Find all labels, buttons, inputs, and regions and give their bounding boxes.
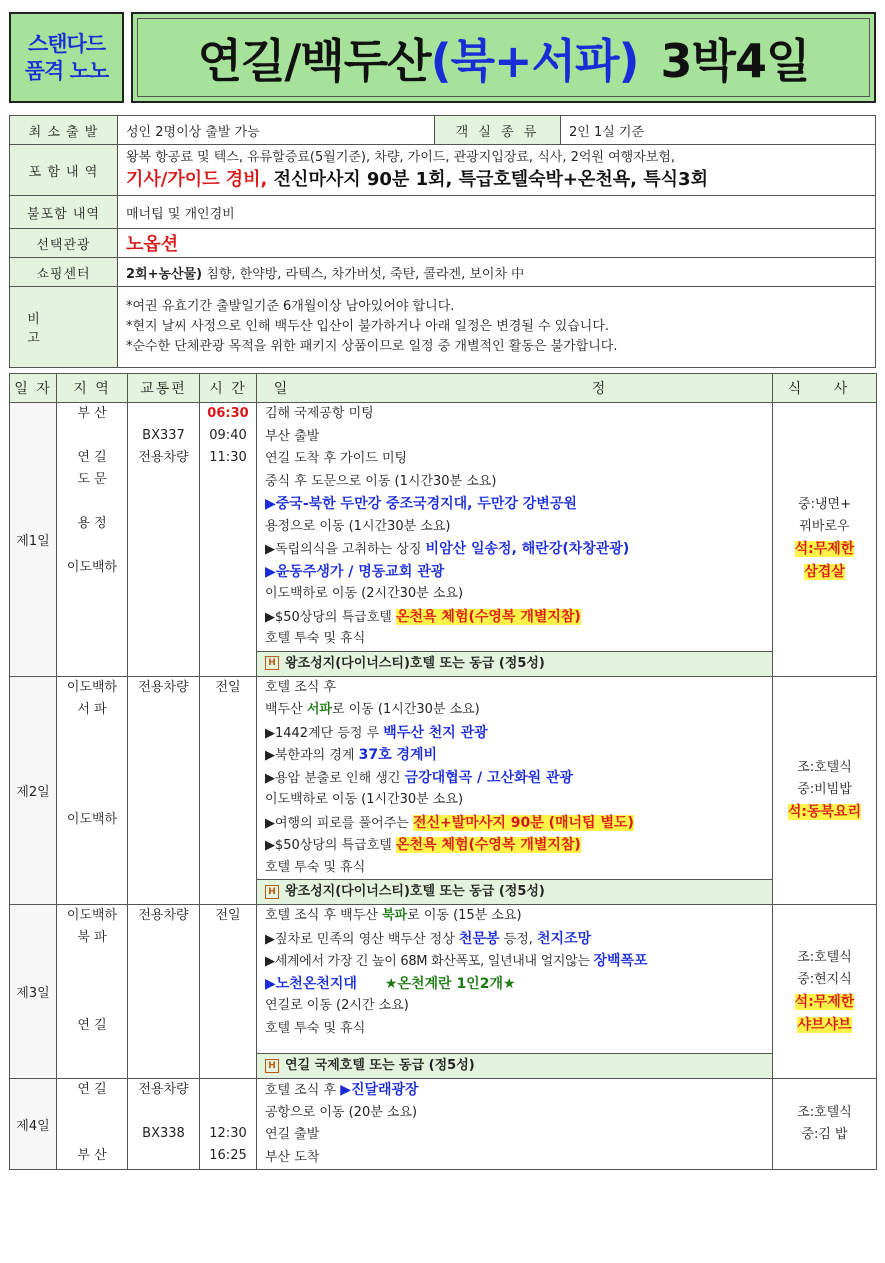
title-suffix: 3박4일 xyxy=(660,33,810,88)
day-times xyxy=(200,1079,257,1170)
region: 서 파 xyxy=(77,701,107,717)
included-label: 포 함 내 역 xyxy=(10,145,118,196)
day-label: 제4일 xyxy=(10,1079,57,1170)
region: 북 파 xyxy=(77,930,107,945)
meal-special: 석:무제한 xyxy=(794,993,855,1010)
day-transport xyxy=(128,676,200,905)
day-regions xyxy=(57,905,128,1079)
region: 이도백하 xyxy=(66,908,118,923)
meal-special: 석:동북요리 xyxy=(787,803,862,820)
schedule-text: ▶$50상당의 특급호텔 xyxy=(265,609,396,625)
schedule-highlight: 비암산 일송정, 해란강(차창관광) xyxy=(425,541,630,557)
schedule-highlight: 온천욕 체험(수영복 개별지참) xyxy=(395,837,581,853)
schedule-line: ▶윤동주생가 / 명동교회 관광 xyxy=(265,563,445,580)
day-schedule xyxy=(257,1079,773,1170)
schedule-highlight: ▶진달래광장 xyxy=(340,1082,419,1098)
schedule-highlight: ▶노천온천지대 xyxy=(265,975,357,992)
schedule-text: ▶여행의 피로를 풀어주는 xyxy=(265,815,413,831)
schedule-highlight: 북파 xyxy=(382,908,408,923)
schedule-line xyxy=(265,699,772,722)
schedule-text: ▶$50상당의 특급호텔 xyxy=(265,838,396,853)
region xyxy=(57,1123,127,1145)
schedule-line: 호텔 투숙 및 휴식 xyxy=(265,1020,366,1036)
room-type-value: 2인 1실 기준 xyxy=(561,116,876,145)
schedule-text: ▶세계에서 가장 긴 높이 68M 화산폭포, 일년내내 얼지않는 xyxy=(265,954,594,969)
badge-line2: 품격 노노 xyxy=(24,58,109,83)
region: 이도백하 xyxy=(66,811,118,827)
meal-line: 조:호텔식 xyxy=(797,1105,852,1120)
hotel-icon: H xyxy=(265,1059,279,1073)
day-regions xyxy=(57,1079,128,1170)
included-line2 xyxy=(126,169,867,193)
header-time: 시 간 xyxy=(200,374,257,403)
schedule-highlight: 전신+발마사지 90분 (매너팁 별도) xyxy=(412,814,634,831)
day-label: 제3일 xyxy=(10,905,57,1079)
region: 이도백하 xyxy=(66,679,118,695)
schedule-text: ▶짚차로 민족의 영산 백두산 정상 xyxy=(265,931,459,947)
time: 11:30 xyxy=(209,450,247,465)
day-label: 제2일 xyxy=(10,676,57,905)
region xyxy=(57,765,127,787)
region xyxy=(57,787,127,809)
time xyxy=(200,1079,256,1101)
schedule-line: 이도백하로 이동 (2시간30분 소요) xyxy=(265,586,464,601)
schedule-text: 백두산 xyxy=(265,702,307,717)
schedule-highlight: 금강대협곡 / 고산화원 관광 xyxy=(404,769,574,786)
day-row xyxy=(10,905,877,1079)
excluded-label: 불포함 내역 xyxy=(10,196,118,229)
schedule-line xyxy=(265,950,772,973)
region: 이도백하 xyxy=(66,560,118,575)
schedule-line: 호텔 투숙 및 휴식 xyxy=(265,859,366,875)
day-row xyxy=(10,403,877,677)
schedule-text: 로 이동 (1시간30분 소요) xyxy=(331,702,480,717)
day-transport xyxy=(128,905,200,1079)
schedule-line xyxy=(265,928,772,951)
schedule-line xyxy=(265,812,772,835)
region xyxy=(57,491,127,513)
schedule-text: 호텔 조식 후 백두산 xyxy=(265,908,382,923)
hotel-name: 왕조성지(다이너스티)호텔 또는 동급 (정5성) xyxy=(285,884,545,899)
hotel-row xyxy=(257,1053,772,1078)
transport xyxy=(128,1101,199,1123)
excluded-value: 매너팁 및 개인경비 xyxy=(118,196,876,229)
optional-label: 선택관광 xyxy=(10,229,118,258)
remarks-value xyxy=(118,287,876,368)
hotel-icon: H xyxy=(265,885,279,899)
transport: 전용차량 xyxy=(138,1082,189,1097)
optional-value xyxy=(118,229,876,258)
shopping-items: 침향, 한약방, 라텍스, 차가버섯, 죽탄, 콜라겐, 보이차 中 xyxy=(202,266,525,282)
schedule-line: 용정으로 이동 (1시간30분 소요) xyxy=(265,518,451,534)
included-value xyxy=(118,145,876,196)
room-type-label: 객 실 종 류 xyxy=(435,116,561,145)
schedule-line: 호텔 조식 후 xyxy=(265,679,337,695)
schedule-line xyxy=(265,722,772,745)
shopping-label: 쇼핑센터 xyxy=(10,258,118,287)
day-label: 제1일 xyxy=(10,403,57,677)
region: 부 산 xyxy=(77,406,107,421)
schedule-line: 부산 출발 xyxy=(265,428,320,444)
min-departure-label: 최 소 출 발 xyxy=(10,116,118,145)
schedule-line: 호텔 투숙 및 휴식 xyxy=(265,631,366,646)
day-times xyxy=(200,676,257,905)
day-regions xyxy=(57,403,128,677)
region: 용 정 xyxy=(77,516,107,531)
time: 전일 xyxy=(215,679,241,695)
schedule-line xyxy=(265,767,772,790)
transport: 전용차량 xyxy=(138,679,189,695)
shopping-value xyxy=(118,258,876,287)
day-times xyxy=(200,905,257,1079)
meal-line: 조:호텔식 xyxy=(797,759,852,775)
meal-line: 중:비빔밥 xyxy=(797,781,852,797)
time: 09:40 xyxy=(209,428,247,443)
day-meals xyxy=(773,403,877,677)
region xyxy=(57,949,127,971)
schedule-line xyxy=(265,905,772,928)
schedule-line: 부산 도착 xyxy=(265,1149,320,1165)
region xyxy=(57,993,127,1015)
day-times xyxy=(200,403,257,677)
day-transport xyxy=(128,1079,200,1170)
header-transport: 교통편 xyxy=(128,374,200,403)
day-regions xyxy=(57,676,128,905)
hotel-icon: H xyxy=(265,656,279,670)
hotel-name: 왕조성지(다이너스티)호텔 또는 동급 (정5성) xyxy=(285,655,545,671)
badge-line1: 스탠다드 xyxy=(27,31,106,56)
shopping-bold: 2회+농산물) xyxy=(126,266,203,282)
schedule-text: ▶북한과의 경계 xyxy=(265,748,359,763)
schedule-line: 연길로 이동 (2시간 소요) xyxy=(265,998,409,1013)
schedule-line: 김해 국제공항 미팅 xyxy=(265,406,374,421)
transport: BX337 xyxy=(142,428,185,443)
schedule-text: 호텔 조식 후 xyxy=(265,1083,341,1098)
info-table xyxy=(9,115,876,368)
header-day: 일 자 xyxy=(10,374,57,403)
meal-special: 샤브샤브 xyxy=(797,1016,852,1033)
day-transport xyxy=(128,403,200,677)
time: 전일 xyxy=(215,908,241,923)
header-region: 지 역 xyxy=(57,374,128,403)
meal-line: 꿔바로우 xyxy=(799,519,850,535)
schedule-text: ▶독립의식을 고취하는 상징 xyxy=(265,542,426,557)
itinerary-table xyxy=(9,373,877,1170)
day-schedule xyxy=(257,676,773,905)
product-badge xyxy=(9,12,124,103)
schedule-line xyxy=(265,538,772,561)
region xyxy=(57,721,127,743)
day-meals xyxy=(773,905,877,1079)
title-main: 연길/백두산 xyxy=(197,33,431,88)
time: 16:25 xyxy=(209,1148,247,1163)
schedule-highlight: 백두산 천지 관광 xyxy=(383,724,488,741)
time: 12:30 xyxy=(209,1126,247,1141)
header-meal: 식 사 xyxy=(773,374,877,403)
schedule-highlight: 천문봉 xyxy=(458,930,500,947)
meal-line: 중:현지식 xyxy=(797,971,852,987)
region: 연 길 xyxy=(77,1018,107,1033)
schedule-line xyxy=(265,1079,772,1102)
schedule-line: 연길 출발 xyxy=(265,1127,320,1142)
schedule-line xyxy=(265,744,772,767)
hotel-name: 연길 국제호텔 또는 동급 (정5성) xyxy=(285,1058,475,1073)
schedule-line: 연길 도착 후 가이드 미팅 xyxy=(265,451,408,466)
transport: BX338 xyxy=(142,1126,185,1141)
transport xyxy=(128,403,199,425)
schedule-highlight: 서파 xyxy=(306,702,332,717)
included-black: 전신마사지 90분 1회, 특급호텔숙박+온천욕, 특식3회 xyxy=(267,169,708,190)
day-schedule xyxy=(257,403,773,677)
included-line1: 왕복 항공료 및 텍스, 유류할증료(5월기준), 차량, 가이드, 관광지입장료, 식사, 2억원 여행자보험, xyxy=(126,150,676,165)
schedule-highlight: 37호 경계비 xyxy=(358,747,438,763)
schedule-line: ▶중국-북한 두만강 중조국경지대, 두만강 강변공원 xyxy=(265,496,577,512)
schedule-line xyxy=(265,973,772,996)
schedule-line: 이도백하로 이동 (1시간30분 소요) xyxy=(265,792,464,807)
meal-line: 중:냉면+ xyxy=(798,497,851,513)
region: 연 길 xyxy=(77,1082,107,1097)
header-schedule: 일 정 xyxy=(257,374,773,403)
day-meals xyxy=(773,1079,877,1170)
meal-line: 중:김 밥 xyxy=(801,1127,848,1142)
remark-2: *현지 날씨 사정으로 인해 백두산 입산이 불가하거나 아래 일정은 변경될 수 있습니다. xyxy=(126,319,610,334)
min-departure-value: 성인 2명이상 출발 가능 xyxy=(118,116,435,145)
meal-line: 조:호텔식 xyxy=(797,949,852,965)
schedule-text: 로 이동 (15분 소요) xyxy=(407,908,522,923)
included-red: 기사/가이드 경비, xyxy=(126,169,268,190)
schedule-highlight: 천지조망 xyxy=(537,930,592,947)
transport: 전용차량 xyxy=(138,450,189,465)
schedule-highlight: 장백폭포 xyxy=(593,953,648,969)
schedule-highlight: 온천욕 체험(수영복 개별지참) xyxy=(395,608,581,625)
region xyxy=(57,743,127,765)
region: 도 문 xyxy=(77,472,107,487)
schedule-text: ▶1442계단 등정 루 xyxy=(265,725,384,741)
schedule-line: 중식 후 도문으로 이동 (1시간30분 소요) xyxy=(265,473,497,489)
meal-special: 석:무제한 xyxy=(794,541,855,558)
day-row xyxy=(10,676,877,905)
schedule-line xyxy=(265,834,772,857)
day-schedule xyxy=(257,905,773,1079)
day-meals xyxy=(773,676,877,905)
region xyxy=(57,425,127,447)
schedule-line xyxy=(265,606,772,629)
region xyxy=(57,535,127,557)
optional-text: 노옵션 xyxy=(126,234,179,255)
title-paren: (북+서파) xyxy=(430,33,639,88)
remarks-label: 비 고 xyxy=(10,287,118,368)
region: 부 산 xyxy=(77,1148,107,1163)
time: 06:30 xyxy=(207,406,249,421)
remark-3: *순수한 단체관광 목적을 위한 패키지 상품이므로 일정 중 개별적인 활동은 불가합니다. xyxy=(126,339,618,354)
meal-special: 삼겹살 xyxy=(804,564,845,581)
title-box xyxy=(131,12,876,103)
day-row xyxy=(10,1079,877,1170)
region xyxy=(57,1101,127,1123)
schedule-line: 공항으로 이동 (20분 소요) xyxy=(265,1104,418,1120)
schedule-text: 등정, xyxy=(499,931,538,947)
hotel-row xyxy=(257,879,772,904)
schedule-highlight: ★온천계란 1인2개★ xyxy=(384,975,516,992)
hotel-row xyxy=(257,651,772,676)
remark-1: *여권 유효기간 출발일기준 6개월이상 남아있어야 합니다. xyxy=(126,299,455,314)
transport: 전용차량 xyxy=(138,908,189,923)
region xyxy=(57,971,127,993)
schedule-text: ▶용암 분출로 인해 생긴 xyxy=(265,770,405,786)
page-title xyxy=(137,18,870,97)
time xyxy=(200,1101,256,1123)
region: 연 길 xyxy=(77,450,107,465)
